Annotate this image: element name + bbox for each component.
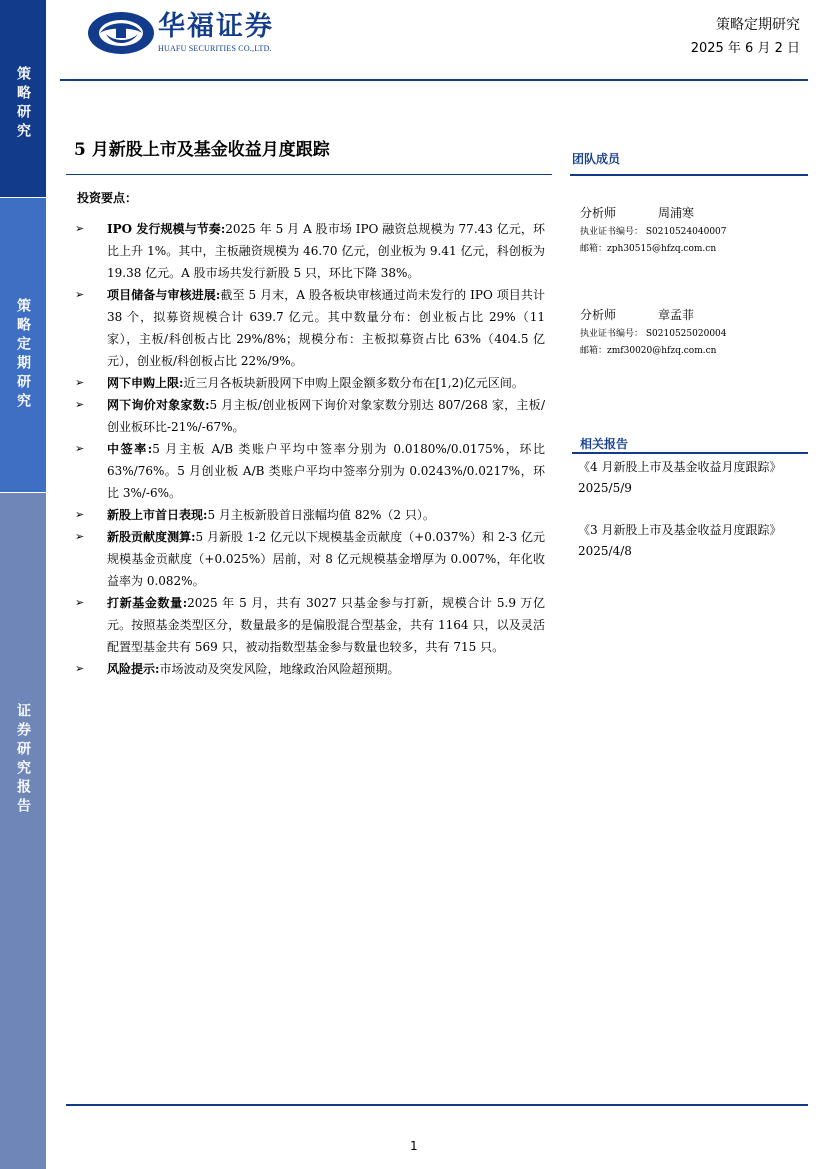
arrow-bullet-icon: ➢ xyxy=(75,398,85,411)
bullet-text: 5 月主板/创业板网下询价对象家数分别达 807/268 家，主板/创业板环比-21%/-67%。 xyxy=(107,398,545,434)
list-item xyxy=(75,504,545,526)
arrow-bullet-icon: ➢ xyxy=(75,530,85,543)
list-item xyxy=(75,658,545,680)
bullet-label: 新股上市首日表现: xyxy=(107,508,208,522)
analyst-email[interactable]: zmf30020@hfzq.com.cn xyxy=(607,346,717,356)
team-divider xyxy=(570,174,808,176)
analyst-name: 章孟菲 xyxy=(658,308,695,322)
arrow-bullet-icon: ➢ xyxy=(75,596,85,609)
logo-chinese-name: 华福证券 xyxy=(158,11,274,42)
bullet-text: 5 月主板新股首日涨幅均值 82%（2 只）。 xyxy=(207,508,435,522)
related-report-date: 2025/4/8 xyxy=(578,544,632,558)
bullet-label: 打新基金数量: xyxy=(107,596,188,610)
analyst-card xyxy=(580,204,727,258)
sidebar-segment-strategy xyxy=(0,0,46,197)
arrow-bullet-icon: ➢ xyxy=(75,222,85,235)
key-points-list xyxy=(75,218,545,680)
arrow-bullet-icon: ➢ xyxy=(75,508,85,521)
bullet-label: 网下申购上限: xyxy=(107,376,184,390)
arrow-bullet-icon: ➢ xyxy=(75,376,85,389)
arrow-bullet-icon: ➢ xyxy=(75,442,85,455)
bullet-label: 风险提示: xyxy=(107,662,160,676)
analyst-role: 分析师 xyxy=(580,206,617,220)
related-report-item[interactable] xyxy=(578,457,800,499)
cert-number: S0210524040007 xyxy=(645,227,727,237)
team-heading: 团队成员 xyxy=(572,152,621,166)
list-item xyxy=(75,372,545,394)
related-report-item[interactable] xyxy=(578,520,800,562)
related-report-title[interactable]: 《3 月新股上市及基金收益月度跟踪》 xyxy=(578,523,782,537)
left-sidebar xyxy=(0,0,46,1169)
analyst-card xyxy=(580,306,727,360)
sidebar-label: 策略定期研究 xyxy=(15,298,31,412)
email-label: 邮箱： xyxy=(580,346,608,356)
bullet-label: IPO 发行规模与节奏: xyxy=(107,222,226,236)
sidebar-label: 证券研究报告 xyxy=(15,703,31,817)
bullet-label: 网下询价对象家数: xyxy=(107,398,210,412)
analyst-name: 周浦寒 xyxy=(658,206,695,220)
email-label: 邮箱： xyxy=(580,244,608,254)
cert-label: 执业证书编号： xyxy=(580,227,644,237)
cert-number: S0210525020004 xyxy=(645,329,727,339)
analyst-role: 分析师 xyxy=(580,308,617,322)
analyst-email[interactable]: zph30515@hfzq.com.cn xyxy=(607,244,717,254)
related-reports-heading: 相关报告 xyxy=(580,437,629,451)
sidebar-segment-report xyxy=(0,493,46,1169)
arrow-bullet-icon: ➢ xyxy=(75,288,85,301)
bullet-text: 近三月各板块新股网下申购上限金额多数分布在[1,2)亿元区间。 xyxy=(183,376,524,390)
bullet-text: 2025 年 5 月 A 股市场 IPO 融资总规模为 77.43 亿元，环比上升 1%。其中，主板融资规模为 46.70 亿元，创业板为 9.41 亿元，科创板为 19.38 亿元。A 股市场共发行新股 5 只，环比下降 38%。 xyxy=(107,222,545,280)
bullet-text: 5 月主板 A/B 类账户平均中签率分别为 0.0180%/0.0175%，环比 63%/76%。5 月创业板 A/B 类账户平均中签率分别为 0.0243%/0.0217%，环比 3%/-6%。 xyxy=(107,442,546,500)
list-item xyxy=(75,218,545,284)
list-item xyxy=(75,438,545,504)
bullet-label: 新股贡献度测算: xyxy=(107,530,196,544)
title-divider xyxy=(66,174,552,175)
page-number: 1 xyxy=(410,1139,418,1153)
bullet-text: 2025 年 5 月，共有 3027 只基金参与打新，规模合计 5.9 万亿元。按照基金类型区分，数量最多的是偏股混合型基金，共有 1164 只，以及灵活配置型基金共有 569 只，被动指数型基金参与数量也较多，共有 715 只。 xyxy=(107,596,545,654)
arrow-bullet-icon: ➢ xyxy=(75,662,85,675)
company-logo xyxy=(86,10,296,60)
list-item xyxy=(75,526,545,592)
bullet-label: 中签率: xyxy=(107,442,153,456)
report-type: 策略定期研究 xyxy=(716,17,800,33)
logo-mark-icon xyxy=(86,10,156,56)
related-report-title[interactable]: 《4 月新股上市及基金收益月度跟踪》 xyxy=(578,460,782,474)
bullet-label: 项目储备与审核进展: xyxy=(107,288,221,302)
related-divider xyxy=(572,452,808,454)
cert-label: 执业证书编号： xyxy=(580,329,644,339)
list-item xyxy=(75,284,545,372)
page-title: 5 月新股上市及基金收益月度跟踪 xyxy=(74,140,330,160)
sidebar-label: 策略研究 xyxy=(15,66,31,142)
logo-english-name: HUAFU SECURITIES CO.,LTD. xyxy=(158,44,272,53)
header-divider xyxy=(60,79,808,81)
bullet-text: 截至 5 月末，A 股各板块审核通过尚未发行的 IPO 项目共计 38 个，拟募资规模合计 639.7 亿元。其中数量分布：创业板占比 29%（11 家），主板/科创板占比 29%/8%；规模分布：主板拟募资占比 63%（404.5 亿元），创业板/科创板占比 22%/9%。 xyxy=(107,288,546,368)
report-date: 2025 年 6 月 2 日 xyxy=(690,41,800,56)
bullet-text: 市场波动及突发风险，地缘政治风险超预期。 xyxy=(159,662,400,676)
related-report-date: 2025/5/9 xyxy=(578,481,632,495)
bullet-text: 5 月新股 1-2 亿元以下规模基金贡献度（+0.037%）和 2-3 亿元规模基金贡献度（+0.025%）居前，对 8 亿元规模基金增厚为 0.007%，年化收益率为 0.082%。 xyxy=(107,530,546,588)
sidebar-segment-periodic xyxy=(0,198,46,492)
list-item xyxy=(75,592,545,658)
footer-divider xyxy=(66,1104,808,1106)
list-item xyxy=(75,394,545,438)
section-heading: 投资要点： xyxy=(77,191,138,205)
